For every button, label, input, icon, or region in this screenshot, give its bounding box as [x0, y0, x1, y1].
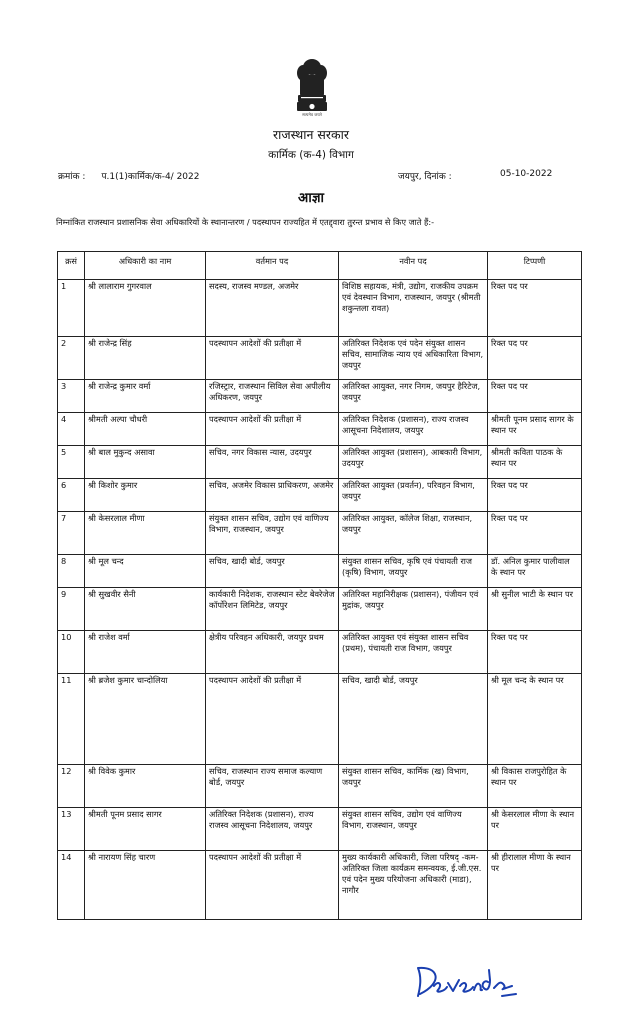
cell-remark: रिक्त पद पर: [488, 380, 582, 413]
cell-remark: श्रीमती पूनम प्रसाद सागर के स्थान पर: [488, 413, 582, 446]
transfer-table: [57, 251, 582, 920]
cell-serial: 12: [58, 765, 85, 808]
cell-officer-name: श्रीमती अल्पा चौधरी: [85, 413, 206, 446]
cell-serial: 4: [58, 413, 85, 446]
cell-officer-name: श्री विवेक कुमार: [85, 765, 206, 808]
cell-serial: 10: [58, 631, 85, 674]
signature: [412, 962, 522, 1002]
header-officer-name: अधिकारी का नाम: [85, 252, 206, 280]
cell-current-post: सचिव, खादी बोर्ड, जयपुर: [206, 555, 339, 588]
cell-new-post: अतिरिक्त निदेशक एवं पदेन संयुक्त शासन सचिव, सामाजिक न्याय एवं अधिकारिता विभाग, जयपुर: [339, 337, 488, 380]
table-row: [58, 765, 582, 808]
cell-serial: 14: [58, 851, 85, 920]
cell-current-post: पदस्थापन आदेशों की प्रतीक्षा में: [206, 851, 339, 920]
table-row: [58, 446, 582, 479]
cell-officer-name: श्री मूल चन्द: [85, 555, 206, 588]
cell-current-post: पदस्थापन आदेशों की प्रतीक्षा में: [206, 337, 339, 380]
header-new-post: नवीन पद: [339, 252, 488, 280]
department-title: कार्मिक (क-4) विभाग: [268, 149, 354, 161]
cell-remark: रिक्त पद पर: [488, 337, 582, 380]
cell-current-post: पदस्थापन आदेशों की प्रतीक्षा में: [206, 674, 339, 765]
cell-serial: 6: [58, 479, 85, 512]
cell-new-post: संयुक्त शासन सचिव, कार्मिक (ख) विभाग, जयपुर: [339, 765, 488, 808]
government-title: राजस्थान सरकार: [273, 127, 349, 142]
table-row: [58, 337, 582, 380]
cell-current-post: सदस्य, राजस्व मण्डल, अजमेर: [206, 280, 339, 337]
table-row: [58, 380, 582, 413]
cell-officer-name: श्री बाल मुकुन्द असावा: [85, 446, 206, 479]
header-current-post: वर्तमान पद: [206, 252, 339, 280]
cell-new-post: मुख्य कार्यकारी अधिकारी, जिला परिषद् -कम- अतिरिक्त जिला कार्यक्रम समन्वयक, ई.जी.एस. एवं पदेन मुख्य परियोजना अधिकारी (माडा), नागौर: [339, 851, 488, 920]
cell-current-post: पदस्थापन आदेशों की प्रतीक्षा में: [206, 413, 339, 446]
cell-officer-name: श्री नारायण सिंह चारण: [85, 851, 206, 920]
header-remark: टिप्पणी: [488, 252, 582, 280]
cell-officer-name: श्री किशोर कुमार: [85, 479, 206, 512]
table-row: [58, 674, 582, 765]
cell-serial: 13: [58, 808, 85, 851]
cell-new-post: अतिरिक्त आयुक्त, कॉलेज शिक्षा, राजस्थान, जयपुर: [339, 512, 488, 555]
reference-number: प.1(1)कार्मिक/क-4/ 2022: [101, 172, 200, 182]
intro-text: निम्नांकित राजस्थान प्रशासनिक सेवा अधिकारियों के स्थानान्तरण / पदस्थापन राज्यहित में एतद्द्वारा तुरन्त प्रभाव से किए जाते हैं:-: [56, 217, 435, 227]
state-emblem-icon: [292, 55, 332, 119]
cell-remark: श्रीमती कविता पाठक के स्थान पर: [488, 446, 582, 479]
table-row: [58, 555, 582, 588]
cell-new-post: अतिरिक्त महानिरीक्षक (प्रशासन), पंजीयन एवं मुद्रांक, जयपुर: [339, 588, 488, 631]
cell-current-post: संयुक्त शासन सचिव, उद्योग एवं वाणिज्य विभाग, राजस्थान, जयपुर: [206, 512, 339, 555]
cell-serial: 1: [58, 280, 85, 337]
cell-remark: रिक्त पद पर: [488, 512, 582, 555]
reference-line: [58, 169, 199, 182]
cell-serial: 11: [58, 674, 85, 765]
cell-new-post: अतिरिक्त आयुक्त (प्रशासन), आबकारी विभाग, उदयपुर: [339, 446, 488, 479]
place-date-label: जयपुर, दिनांक :: [398, 172, 452, 182]
cell-officer-name: श्री केसरलाल मीणा: [85, 512, 206, 555]
table-row: [58, 413, 582, 446]
cell-officer-name: श्री सुखवीर सैनी: [85, 588, 206, 631]
cell-remark: श्री मूल चन्द के स्थान पर: [488, 674, 582, 765]
cell-serial: 2: [58, 337, 85, 380]
cell-new-post: सचिव, खादी बोर्ड, जयपुर: [339, 674, 488, 765]
cell-remark: श्री केसरलाल मीणा के स्थान पर: [488, 808, 582, 851]
cell-serial: 7: [58, 512, 85, 555]
header-serial: क्रसं: [58, 252, 85, 280]
cell-officer-name: श्री राजेन्द्र कुमार वर्मा: [85, 380, 206, 413]
table-row: [58, 588, 582, 631]
cell-new-post: अतिरिक्त आयुक्त (प्रवर्तन), परिवहन विभाग, जयपुर: [339, 479, 488, 512]
cell-new-post: संयुक्त शासन सचिव, कृषि एवं पंचायती राज (कृषि) विभाग, जयपुर: [339, 555, 488, 588]
cell-remark: श्री सुनील भाटी के स्थान पर: [488, 588, 582, 631]
cell-officer-name: श्री राजेन्द्र सिंह: [85, 337, 206, 380]
cell-current-post: रजिस्ट्रार, राजस्थान सिविल सेवा अपीलीय अधिकरण, जयपुर: [206, 380, 339, 413]
cell-officer-name: श्रीमती पूनम प्रसाद सागर: [85, 808, 206, 851]
cell-current-post: सचिव, अजमेर विकास प्राधिकरण, अजमेर: [206, 479, 339, 512]
order-title: आज्ञा: [298, 190, 324, 206]
table-row: [58, 512, 582, 555]
cell-new-post: विशिष्ठ सहायक, मंत्री, उद्योग, राजकीय उपक्रम एवं देवस्थान विभाग, राजस्थान, जयपुर (श्रीमती शकुन्तला रावत): [339, 280, 488, 337]
cell-current-post: सचिव, नगर विकास न्यास, उदयपुर: [206, 446, 339, 479]
cell-remark: डॉ. अनिल कुमार पालीवाल के स्थान पर: [488, 555, 582, 588]
table-row: [58, 808, 582, 851]
table-row: [58, 631, 582, 674]
cell-current-post: अतिरिक्त निदेशक (प्रशासन), राज्य राजस्व आसूचना निदेशालय, जयपुर: [206, 808, 339, 851]
cell-serial: 8: [58, 555, 85, 588]
table-header-row: [58, 252, 582, 280]
table-row: [58, 851, 582, 920]
table-row: [58, 280, 582, 337]
cell-officer-name: श्री ब्रजेश कुमार चान्दोलिया: [85, 674, 206, 765]
table-row: [58, 479, 582, 512]
cell-remark: रिक्त पद पर: [488, 280, 582, 337]
cell-remark: रिक्त पद पर: [488, 631, 582, 674]
cell-remark: श्री विकास राजपुरोहित के स्थान पर: [488, 765, 582, 808]
cell-officer-name: श्री राजेश वर्मा: [85, 631, 206, 674]
cell-serial: 5: [58, 446, 85, 479]
cell-current-post: कार्यकारी निदेशक, राजस्थान स्टेट बेवरेजेज कॉर्पोरेशन लिमिटेड, जयपुर: [206, 588, 339, 631]
cell-serial: 9: [58, 588, 85, 631]
cell-current-post: क्षेत्रीय परिवहन अधिकारी, जयपुर प्रथम: [206, 631, 339, 674]
cell-new-post: अतिरिक्त आयुक्त एवं संयुक्त शासन सचिव (प्रथम), पंचायती राज विभाग, जयपुर: [339, 631, 488, 674]
order-date: 05-10-2022: [500, 169, 553, 179]
emblem-motto: सत्यमेव जयते: [302, 112, 322, 117]
cell-remark: श्री हीरालाल मीणा के स्थान पर: [488, 851, 582, 920]
cell-remark: रिक्त पद पर: [488, 479, 582, 512]
cell-new-post: अतिरिक्त निदेशक (प्रशासन), राज्य राजस्व आसूचना निदेशालय, जयपुर: [339, 413, 488, 446]
reference-label: क्रमांक :: [58, 172, 86, 182]
cell-new-post: अतिरिक्त आयुक्त, नगर निगम, जयपुर हैरिटेज, जयपुर: [339, 380, 488, 413]
cell-current-post: सचिव, राजस्थान राज्य समाज कल्याण बोर्ड, जयपुर: [206, 765, 339, 808]
cell-serial: 3: [58, 380, 85, 413]
cell-new-post: संयुक्त शासन सचिव, उद्योग एवं वाणिज्य विभाग, राजस्थान, जयपुर: [339, 808, 488, 851]
cell-officer-name: श्री लालाराम गुगरवाल: [85, 280, 206, 337]
